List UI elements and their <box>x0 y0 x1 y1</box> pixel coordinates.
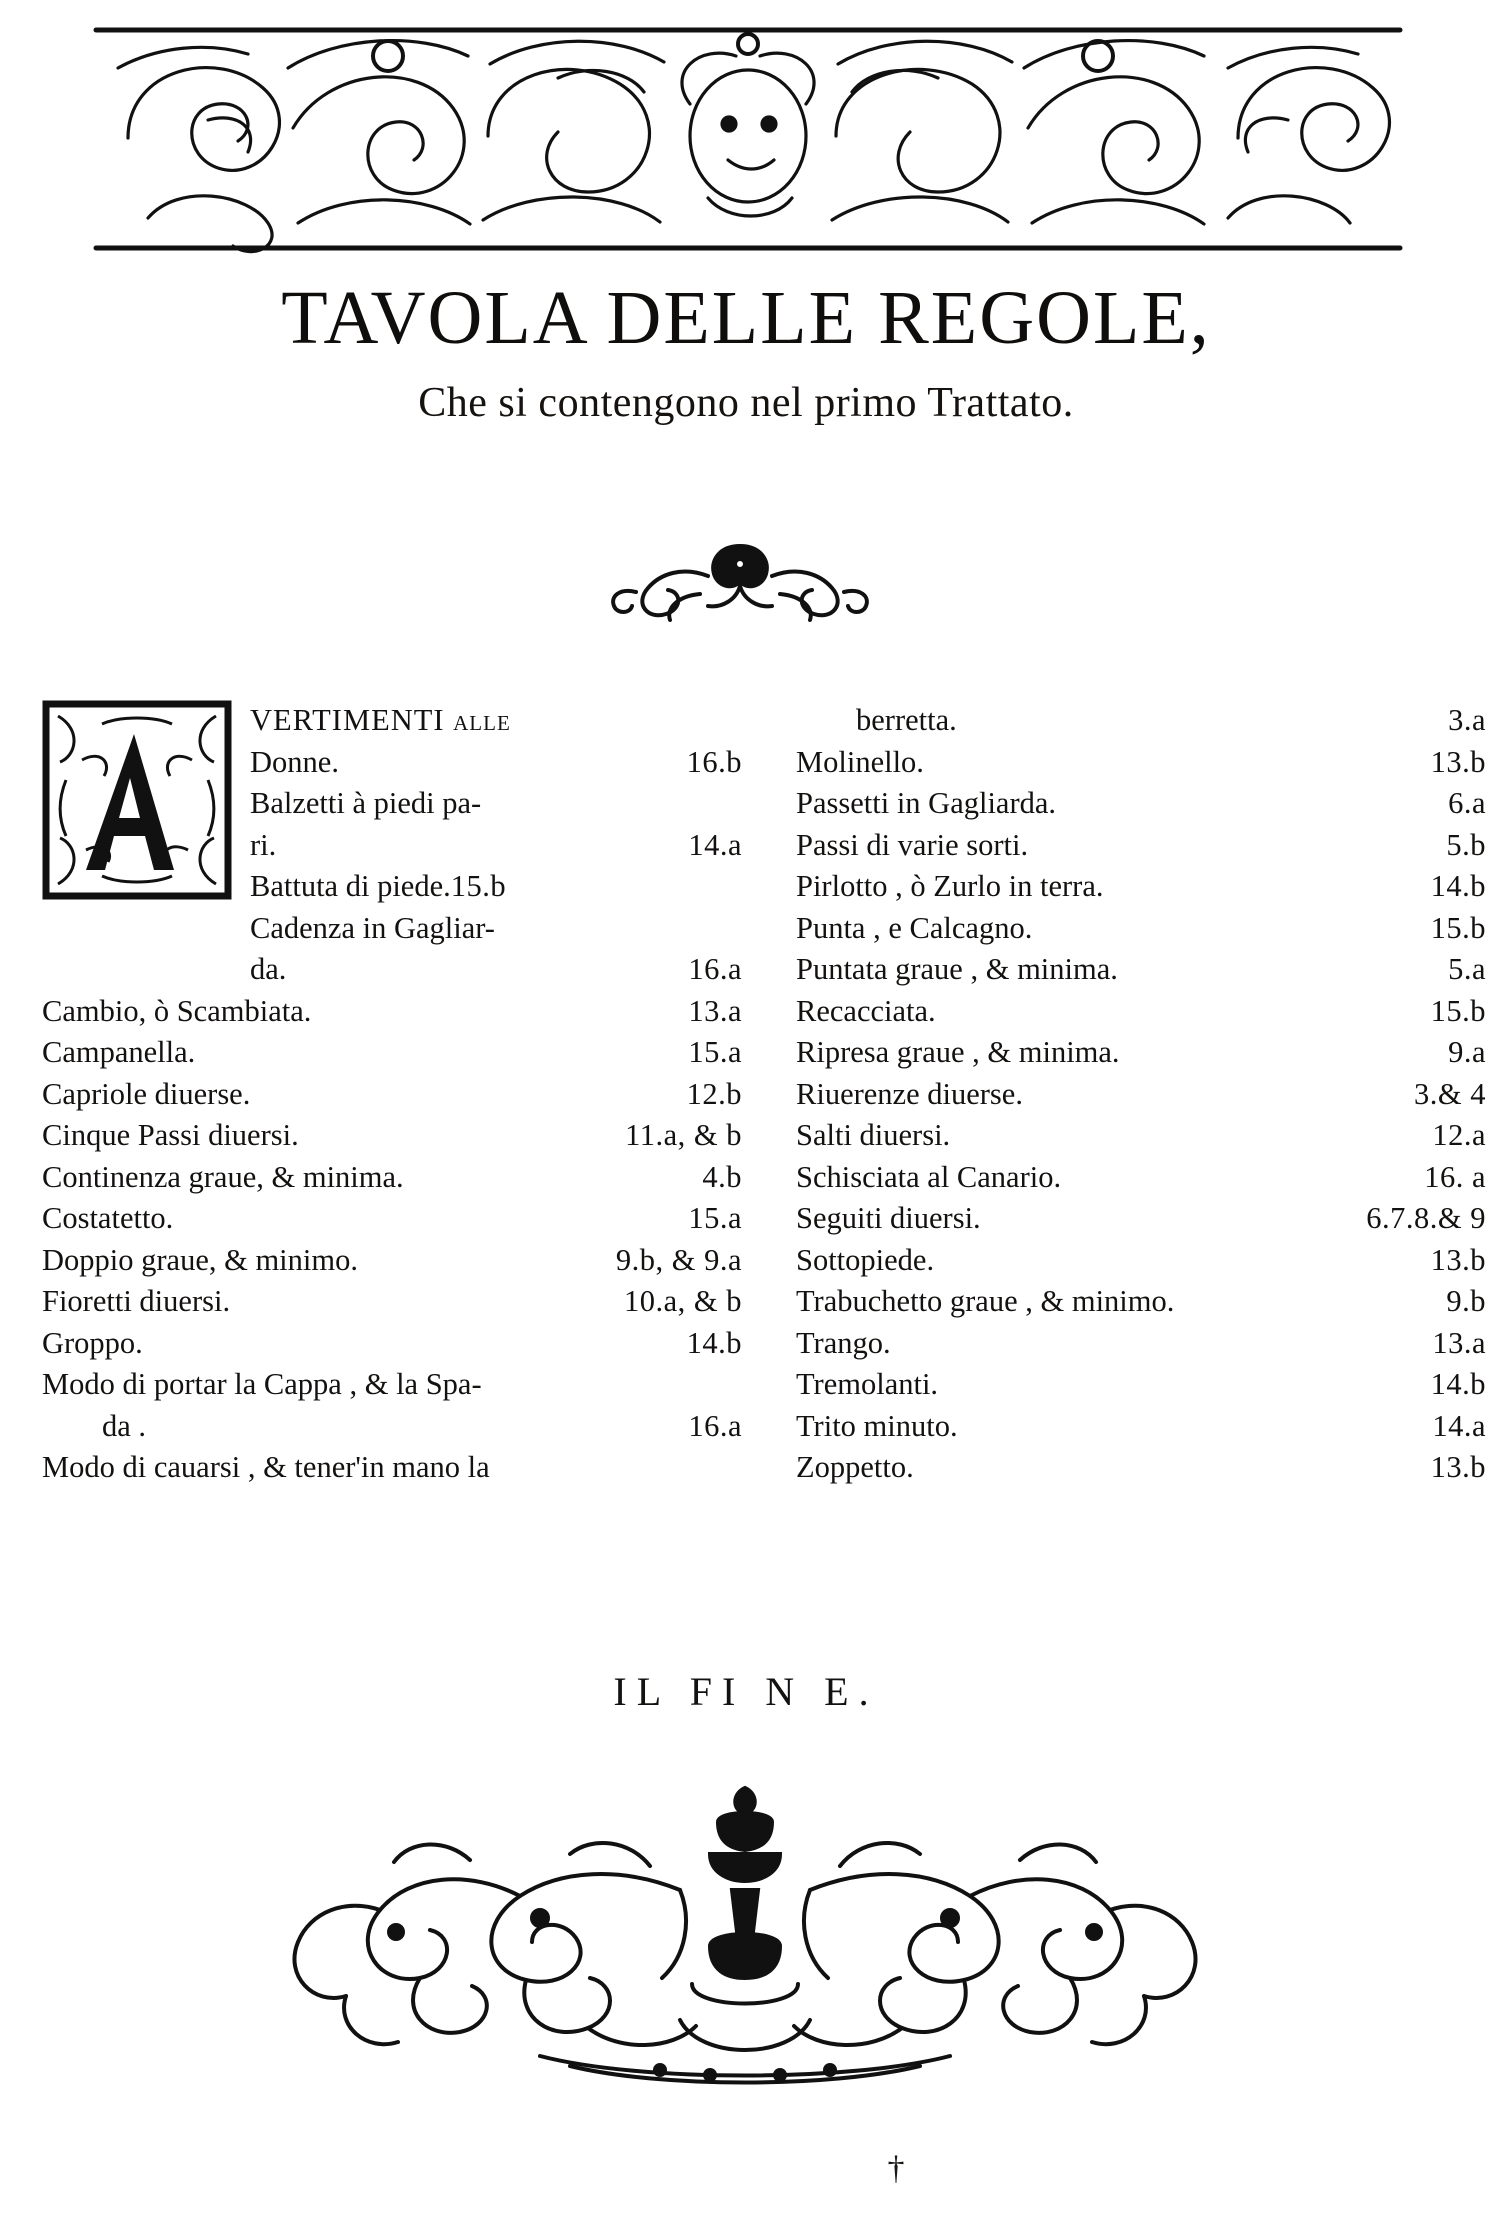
index-entry-page: 9.a <box>1448 1035 1486 1069</box>
index-entry-label: Groppo. <box>42 1325 143 1360</box>
index-entry-page: 6.7.8.& 9 <box>1366 1201 1486 1235</box>
index-entry-label: Cadenza in Gagliar- <box>250 910 495 945</box>
list-item <box>42 700 742 742</box>
list-item <box>796 949 1486 991</box>
index-entry-label: da . <box>102 1408 147 1443</box>
index-entry-page: 13.b <box>1430 744 1486 779</box>
index-entry-label: Costatetto. <box>42 1201 174 1235</box>
index-column-right <box>796 700 1486 1489</box>
index-entry-label: Passetti in Gagliarda. <box>796 786 1057 820</box>
list-item <box>42 1157 742 1199</box>
index-entry-label: Balzetti à piedi pa- <box>250 786 482 820</box>
index-entry-label: Trabuchetto graue , & minimo. <box>796 1284 1175 1318</box>
tailpiece-ornament <box>240 1770 1250 2090</box>
list-item <box>42 783 742 825</box>
list-item <box>42 1240 742 1282</box>
index-entry-label: Continenza graue, & minima. <box>42 1159 404 1194</box>
index-entry-page: 5.a <box>1448 952 1486 986</box>
index-entry-page: 15.b <box>1430 993 1486 1028</box>
index-entry-page: 10.a, & b <box>623 1284 742 1318</box>
index-entry-label: Trito minuto. <box>796 1408 958 1443</box>
list-item <box>42 1198 742 1240</box>
index-entry-label: Punta , e Calcagno. <box>796 910 1033 945</box>
index-entry-page: 16. a <box>1424 1159 1486 1194</box>
index-entry-page: 15.b <box>1430 910 1486 945</box>
list-item <box>796 1281 1486 1323</box>
index-entry-page: 16.a <box>688 952 742 986</box>
index-entry-label: Salti diuersi. <box>796 1118 951 1152</box>
index-entry-page: 15.b <box>450 869 507 903</box>
list-item <box>42 866 742 908</box>
index-entry-page: 16.b <box>686 744 742 779</box>
index-entry-label: Seguiti diuersi. <box>796 1201 981 1235</box>
index-entry-page: 3.& 4 <box>1414 1076 1486 1111</box>
index-entry-label: Fioretti diuersi. <box>42 1284 231 1318</box>
index-column-left <box>42 700 742 1489</box>
index-entry-label: Tremolanti. <box>796 1367 939 1401</box>
list-item <box>42 1074 742 1116</box>
index-entry-page: 15.a <box>688 1201 742 1235</box>
index-entry-page: 14.a <box>688 827 742 862</box>
index-entry-label: Trango. <box>796 1325 891 1360</box>
list-item <box>42 1032 742 1074</box>
index-entry-page: 3.a <box>1448 703 1486 737</box>
list-item <box>796 1240 1486 1282</box>
index-table <box>36 700 1486 1650</box>
index-entry-label: Recacciata. <box>796 993 936 1028</box>
list-item <box>42 908 742 950</box>
index-entry-page: 15.a <box>688 1035 742 1069</box>
index-entry-label: Modo di portar la Cappa , & la Spa- <box>42 1367 482 1401</box>
headpiece-ornament <box>88 8 1408 270</box>
index-entry-label: Capriole diuerse. <box>42 1076 251 1111</box>
list-item <box>796 742 1486 784</box>
page-subtitle: Che si contengono nel primo Trattato. <box>418 380 1074 426</box>
list-item <box>42 1115 742 1157</box>
list-item <box>42 825 742 867</box>
list-item <box>796 783 1486 825</box>
index-entry-page: 14.b <box>1430 1367 1486 1401</box>
list-item <box>42 1323 742 1365</box>
index-entry-label: Campanella. <box>42 1035 196 1069</box>
list-item <box>42 1364 742 1406</box>
index-entry-page: 13.b <box>1430 1450 1486 1484</box>
index-entry-page: 13.a <box>688 993 742 1028</box>
index-entry-page: 13.a <box>1432 1325 1486 1360</box>
index-entry-page: 9.b <box>1446 1284 1486 1318</box>
index-entry-page: 12.b <box>686 1076 742 1111</box>
index-entry-page: 9.b, & 9.a <box>615 1242 742 1277</box>
index-entry-page: 12.a <box>1432 1118 1486 1152</box>
index-entry-page: 6.a <box>1448 786 1486 820</box>
index-entry-label: Ripresa graue , & minima. <box>796 1035 1120 1069</box>
index-entry-page: 11.a, & b <box>625 1118 742 1152</box>
index-entry-page: 14.b <box>686 1325 742 1360</box>
list-item <box>796 1032 1486 1074</box>
index-entry-label: Schisciata al Canario. <box>796 1159 1062 1194</box>
index-entry-label: Zoppetto. <box>796 1450 914 1484</box>
list-item <box>796 1323 1486 1365</box>
list-item <box>796 1074 1486 1116</box>
end-mark: IL FI N E. <box>613 1669 879 1714</box>
signature-glyph: † <box>887 2150 905 2187</box>
index-entry-label: Cambio, ò Scambiata. <box>42 993 312 1028</box>
index-entry-label: Molinello. <box>796 744 924 779</box>
list-item <box>796 1157 1486 1199</box>
index-entry-page: 16.a <box>688 1408 742 1443</box>
list-item <box>42 1406 742 1448</box>
index-entry-page: 13.b <box>1430 1242 1486 1277</box>
list-item <box>796 700 1486 742</box>
list-item <box>796 991 1486 1033</box>
index-entry-label: Battuta di piede. <box>250 869 451 903</box>
index-entry-label: Sottopiede. <box>796 1242 935 1277</box>
index-entry-label: Cinque Passi diuersi. <box>42 1118 299 1152</box>
list-item <box>796 908 1486 950</box>
list-item <box>796 1115 1486 1157</box>
list-item <box>42 1447 742 1489</box>
index-entry-page: 5.b <box>1446 827 1486 862</box>
index-entry-label: Doppio graue, & minimo. <box>42 1242 358 1277</box>
list-item <box>42 949 742 991</box>
signature-mark <box>0 2150 1492 2188</box>
list-item <box>796 1364 1486 1406</box>
index-entry-label: berretta. <box>856 703 957 737</box>
index-entry-label: da. <box>250 952 287 986</box>
index-entry-label: Donne. <box>250 744 339 779</box>
page-title: TAVOLA DELLE REGOLE, <box>281 276 1211 360</box>
list-item <box>42 1281 742 1323</box>
index-entry-label: Puntata graue , & minima. <box>796 952 1118 986</box>
index-entry-label: VERTIMENTI alle <box>250 703 511 737</box>
index-entry-label: Riuerenze diuerse. <box>796 1076 1023 1111</box>
index-entry-label: ri. <box>250 827 277 862</box>
list-item <box>796 866 1486 908</box>
index-entry-label: Passi di varie sorti. <box>796 827 1029 862</box>
index-entry-label: Modo di cauarsi , & tener'in mano la <box>42 1450 490 1484</box>
index-entry-page: 14.b <box>1430 869 1486 903</box>
index-entry-label: Pirlotto , ò Zurlo in terra. <box>796 869 1104 903</box>
list-item <box>796 1198 1486 1240</box>
index-entry-page: 14.a <box>1432 1408 1486 1443</box>
list-item <box>796 1447 1486 1489</box>
list-item <box>42 991 742 1033</box>
mid-ornament <box>590 530 890 630</box>
list-item <box>42 742 742 784</box>
list-item <box>796 1406 1486 1448</box>
index-entry-page: 4.b <box>702 1159 742 1194</box>
list-item <box>796 825 1486 867</box>
